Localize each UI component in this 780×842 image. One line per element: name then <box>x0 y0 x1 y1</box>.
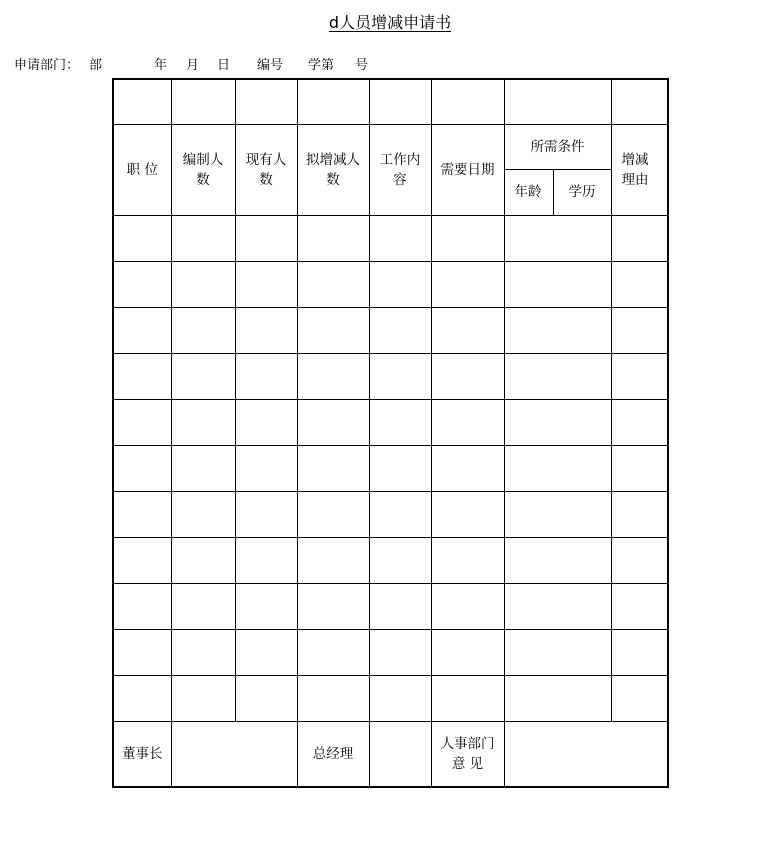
table-row <box>113 629 668 675</box>
table-cell[interactable] <box>113 399 171 445</box>
table-cell[interactable] <box>369 537 431 583</box>
month-label: 月 <box>186 58 200 73</box>
header-position: 职 位 <box>113 124 171 215</box>
table-cell[interactable] <box>369 307 431 353</box>
table-cell[interactable] <box>611 675 668 721</box>
table-cell[interactable] <box>611 491 668 537</box>
table-cell[interactable] <box>297 79 369 124</box>
table-cell[interactable] <box>235 215 297 261</box>
table-cell[interactable] <box>611 261 668 307</box>
chairman-label: 董事长 <box>113 721 171 787</box>
table-cell[interactable] <box>504 445 611 491</box>
document-title-text: d人员增减申请书 <box>328 13 452 32</box>
table-cell[interactable] <box>113 79 171 124</box>
table-cell[interactable] <box>113 215 171 261</box>
table-row <box>113 445 668 491</box>
table-cell[interactable] <box>113 583 171 629</box>
table-cell[interactable] <box>504 537 611 583</box>
header-row <box>113 124 668 169</box>
table-row <box>113 399 668 445</box>
table-cell[interactable] <box>297 215 369 261</box>
signature-row <box>113 721 668 787</box>
table-cell[interactable] <box>235 307 297 353</box>
header-current-count: 现有人 数 <box>235 124 297 215</box>
table-cell[interactable] <box>431 399 504 445</box>
table-cell[interactable] <box>171 261 235 307</box>
table-cell[interactable] <box>369 445 431 491</box>
table-cell[interactable] <box>504 399 611 445</box>
table-cell[interactable] <box>297 307 369 353</box>
application-form-table <box>112 78 669 788</box>
day-label: 日 <box>217 58 231 73</box>
table-cell[interactable] <box>369 491 431 537</box>
header-requirements: 所需条件 <box>504 124 611 169</box>
table-cell[interactable] <box>297 629 369 675</box>
school-label: 学第 <box>308 58 335 73</box>
table-cell[interactable] <box>504 491 611 537</box>
table-cell[interactable] <box>171 307 235 353</box>
header-work-content: 工作内 容 <box>369 124 431 215</box>
table-cell[interactable] <box>369 79 431 124</box>
table-cell[interactable] <box>504 307 611 353</box>
table-cell[interactable] <box>431 675 504 721</box>
table-cell[interactable] <box>431 583 504 629</box>
table-cell[interactable] <box>171 445 235 491</box>
table-cell[interactable] <box>431 537 504 583</box>
table-cell[interactable] <box>171 537 235 583</box>
table-cell[interactable] <box>235 583 297 629</box>
table-cell[interactable] <box>113 353 171 399</box>
table-cell[interactable] <box>113 445 171 491</box>
table-cell[interactable] <box>297 261 369 307</box>
table-row <box>113 261 668 307</box>
table-cell[interactable] <box>504 215 611 261</box>
table-row <box>113 353 668 399</box>
header-reason: 增减 理由 <box>611 124 668 215</box>
header-authorized-count: 编制人 数 <box>171 124 235 215</box>
table-cell[interactable] <box>113 261 171 307</box>
table-cell[interactable] <box>611 583 668 629</box>
table-cell[interactable] <box>297 445 369 491</box>
table-cell[interactable] <box>369 399 431 445</box>
table-cell[interactable] <box>297 399 369 445</box>
table-cell[interactable] <box>611 399 668 445</box>
table-cell[interactable] <box>235 261 297 307</box>
table-row <box>113 491 668 537</box>
table-cell[interactable] <box>369 353 431 399</box>
table-cell[interactable] <box>235 399 297 445</box>
table-cell[interactable] <box>369 629 431 675</box>
table-row <box>113 307 668 353</box>
table-cell[interactable] <box>431 79 504 124</box>
header-education: 学历 <box>553 169 611 215</box>
table-cell[interactable] <box>297 353 369 399</box>
table-cell[interactable] <box>611 353 668 399</box>
table-cell[interactable] <box>235 629 297 675</box>
table-cell[interactable] <box>431 491 504 537</box>
table-cell[interactable] <box>297 537 369 583</box>
table-cell[interactable] <box>611 215 668 261</box>
table-cell[interactable] <box>611 445 668 491</box>
table-cell[interactable] <box>235 491 297 537</box>
number-suffix: 号 <box>355 58 369 73</box>
hr-dept-label: 人事部门 意 见 <box>431 721 504 787</box>
table-cell[interactable] <box>504 353 611 399</box>
dept-suffix: 部 <box>89 58 103 73</box>
table-cell[interactable] <box>235 353 297 399</box>
table-cell[interactable] <box>297 675 369 721</box>
header-age: 年龄 <box>504 169 553 215</box>
top-blank-row <box>113 79 668 124</box>
table-cell[interactable] <box>431 307 504 353</box>
table-cell[interactable] <box>113 537 171 583</box>
table-cell[interactable] <box>235 537 297 583</box>
table-cell[interactable] <box>369 215 431 261</box>
table-cell[interactable] <box>171 79 235 124</box>
general-manager-signature-cell[interactable] <box>369 721 431 787</box>
table-cell[interactable] <box>297 491 369 537</box>
table-cell[interactable] <box>369 261 431 307</box>
header-proposed-change: 拟增减人 数 <box>297 124 369 215</box>
table-cell[interactable] <box>171 399 235 445</box>
table-cell[interactable] <box>611 79 668 124</box>
table-cell[interactable] <box>431 445 504 491</box>
table-cell[interactable] <box>611 307 668 353</box>
table-cell[interactable] <box>171 353 235 399</box>
table-cell[interactable] <box>171 583 235 629</box>
table-cell[interactable] <box>504 675 611 721</box>
table-cell[interactable] <box>113 491 171 537</box>
table-cell[interactable] <box>113 675 171 721</box>
table-cell[interactable] <box>504 629 611 675</box>
table-cell[interactable] <box>113 629 171 675</box>
table-row <box>113 537 668 583</box>
table-row <box>113 675 668 721</box>
dept-label: 申请部门： <box>14 58 80 73</box>
table-cell[interactable] <box>611 537 668 583</box>
table-cell[interactable] <box>431 215 504 261</box>
table-row <box>113 215 668 261</box>
table-cell[interactable] <box>235 445 297 491</box>
table-cell[interactable] <box>235 79 297 124</box>
table-cell[interactable] <box>171 215 235 261</box>
chairman-signature-cell[interactable] <box>171 721 297 787</box>
general-manager-label: 总经理 <box>297 721 369 787</box>
table-cell[interactable] <box>431 629 504 675</box>
table-cell[interactable] <box>504 79 611 124</box>
table-cell[interactable] <box>171 675 235 721</box>
header-date-needed: 需要日期 <box>431 124 504 215</box>
table-cell[interactable] <box>297 583 369 629</box>
table-cell[interactable] <box>235 675 297 721</box>
table-cell[interactable] <box>611 629 668 675</box>
table-row <box>113 583 668 629</box>
table-cell[interactable] <box>504 583 611 629</box>
hr-opinion-cell[interactable] <box>504 721 668 787</box>
table-cell[interactable] <box>431 353 504 399</box>
year-label: 年 <box>154 58 168 73</box>
table-cell[interactable] <box>171 629 235 675</box>
table-cell[interactable] <box>369 675 431 721</box>
table-cell[interactable] <box>113 307 171 353</box>
number-label: 编号 <box>257 58 284 73</box>
table-cell[interactable] <box>504 261 611 307</box>
table-cell[interactable] <box>431 261 504 307</box>
document-title <box>0 13 780 33</box>
table-cell[interactable] <box>369 583 431 629</box>
table-cell[interactable] <box>171 491 235 537</box>
